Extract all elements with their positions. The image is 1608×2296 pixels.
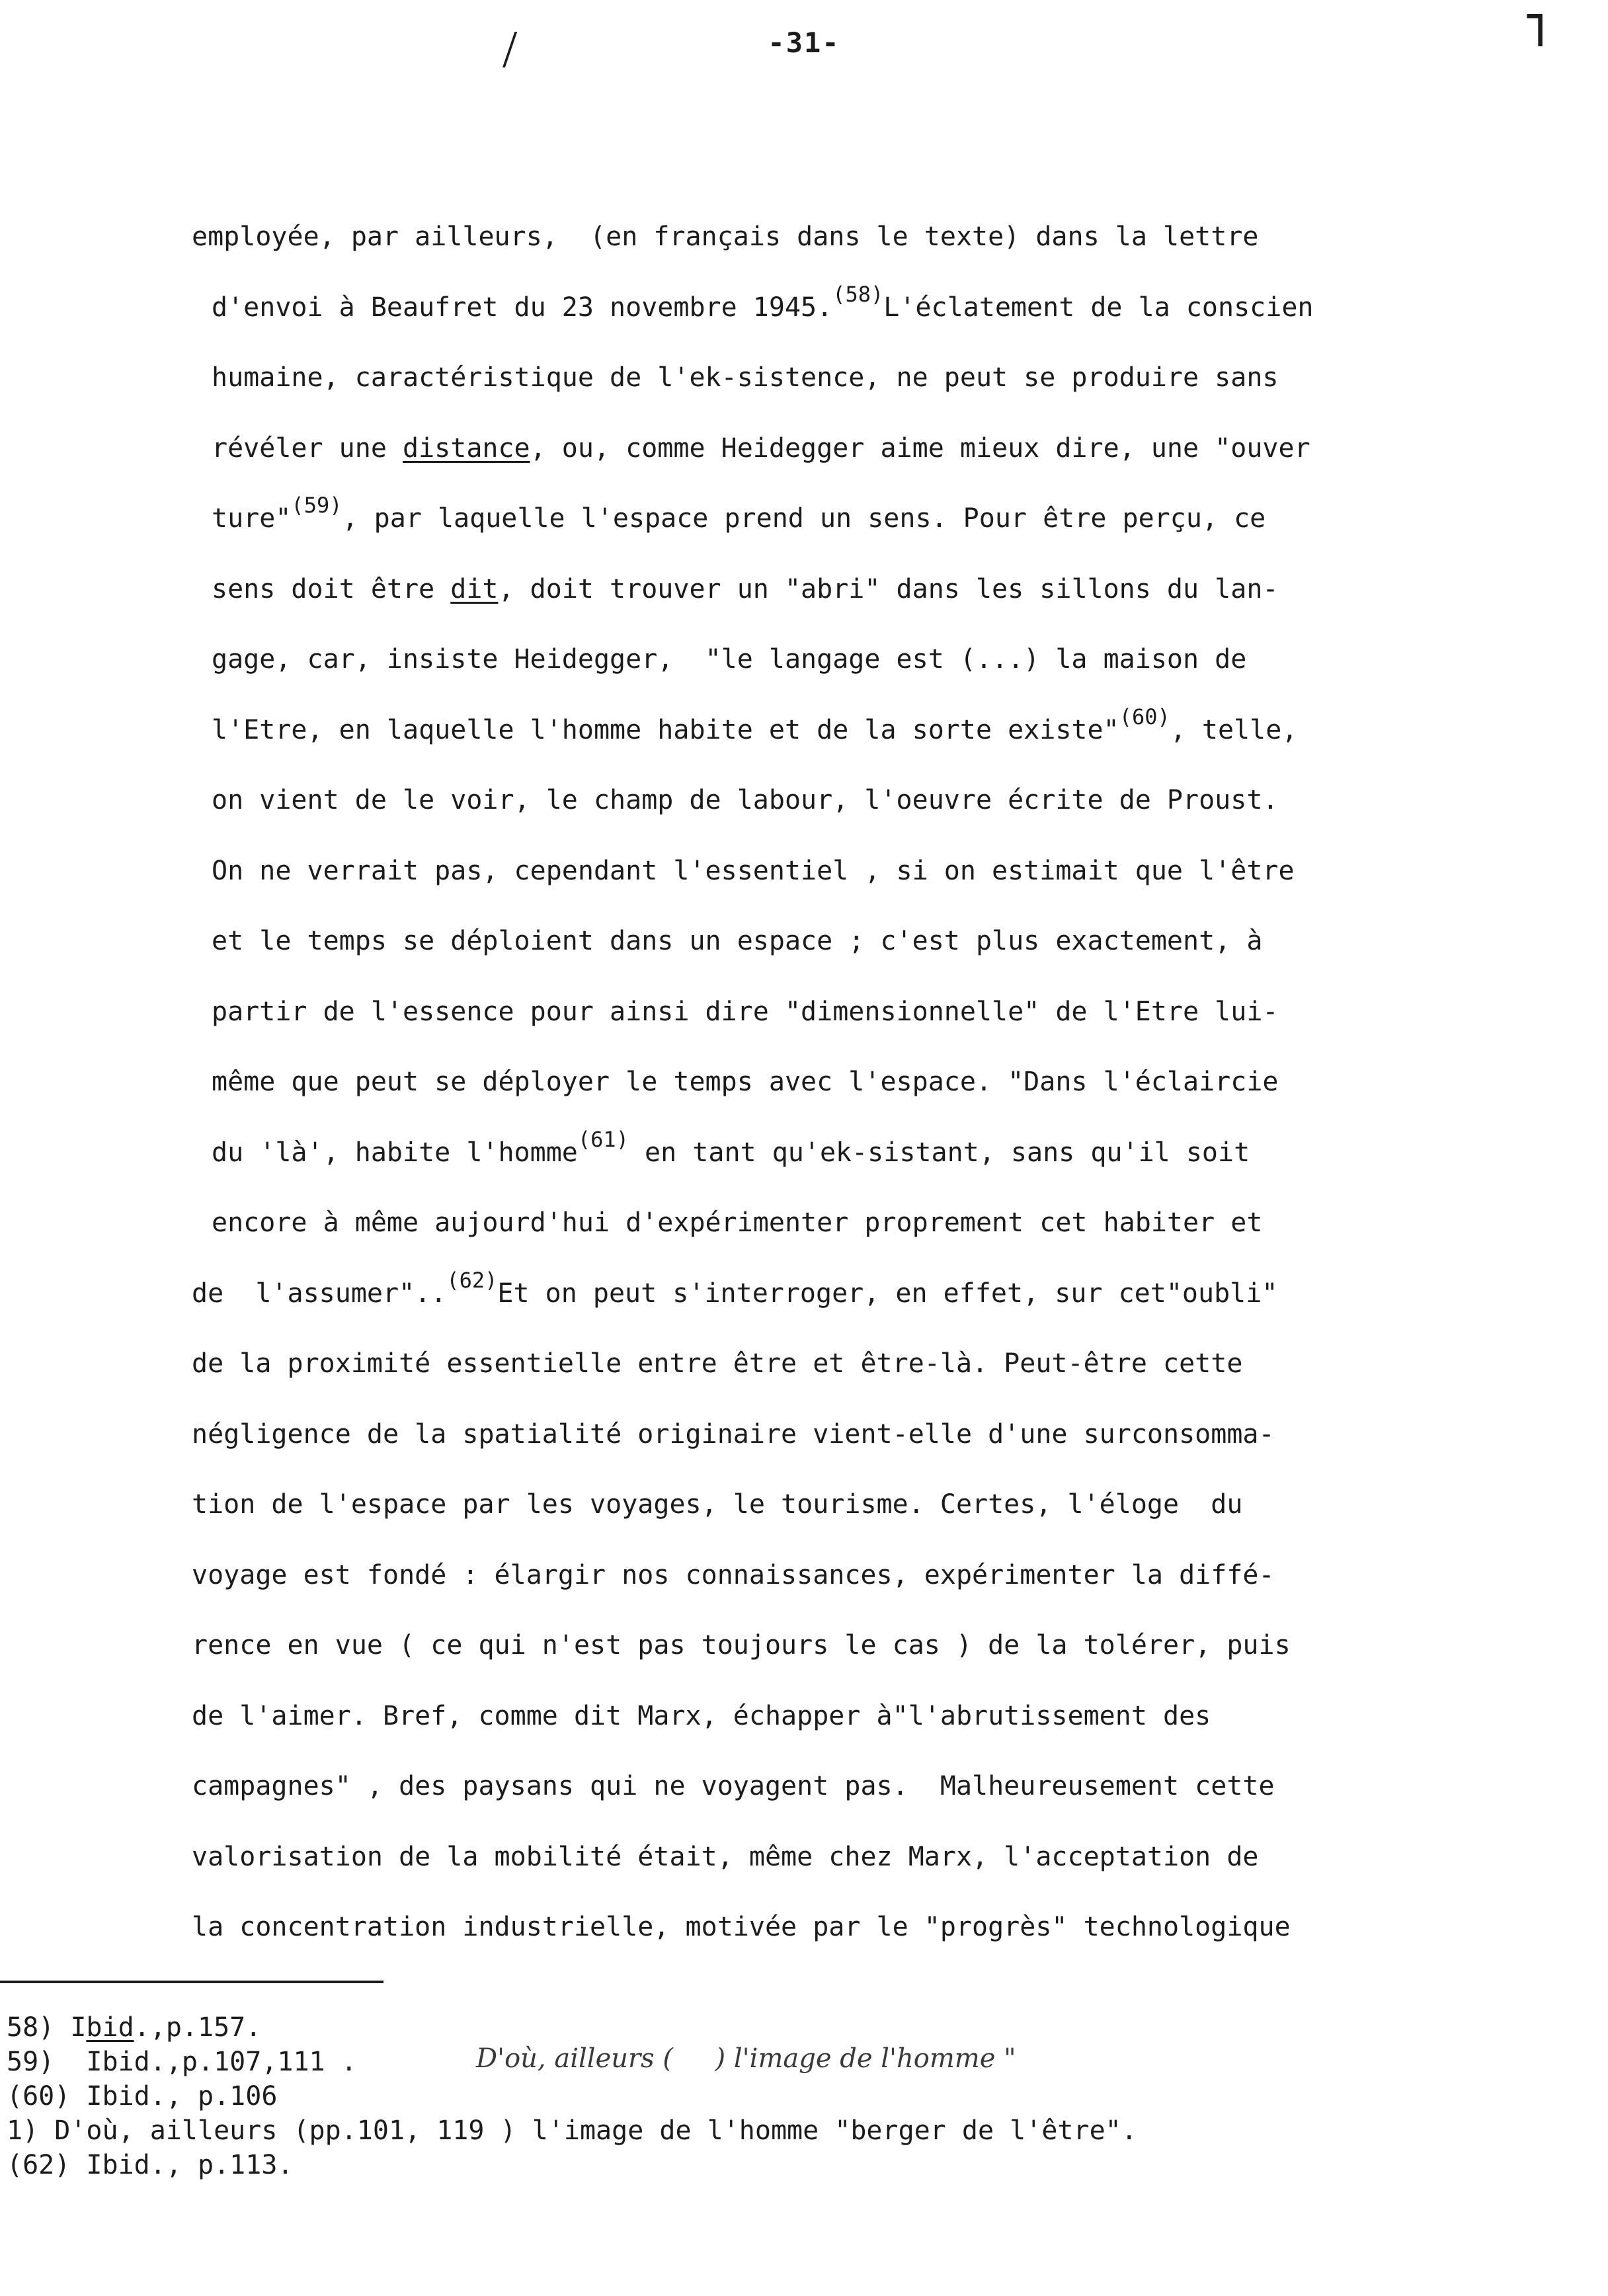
body-pre: même que peut se déployer le temps avec l'espace. "Dans l'éclaircie	[212, 1067, 1279, 1097]
body-line	[192, 1047, 1580, 1118]
body-pre: On ne verrait pas, cependant l'essentiel , si on estimait que l'être	[212, 855, 1295, 886]
body-pre: rence en vue ( ce qui n'est pas toujours le cas ) de la tolérer, puis	[192, 1630, 1291, 1660]
body-line	[192, 624, 1580, 695]
body-tail: , par laquelle l'espace prend un sens. Pour être perçu, ce	[342, 503, 1266, 534]
footnote-line	[7, 2113, 1527, 2148]
body-pre: d'envoi à Beaufret du 23 novembre 1945.	[212, 292, 833, 323]
margin-slash-mark: /	[502, 20, 518, 79]
body-pre: on vient de le voir, le champ de labour, l'oeuvre écrite de Proust.	[212, 785, 1279, 815]
body-pre: humaine, caractéristique de l'ek-sistence, ne peut se produire sans	[212, 362, 1279, 393]
body-line	[192, 1118, 1580, 1188]
body-line	[192, 554, 1580, 625]
body-post: , doit trouver un "abri" dans les sillons du lan-	[498, 573, 1279, 604]
body-line	[192, 1751, 1580, 1822]
footnote-u: bid	[86, 2012, 134, 2043]
body-pre: campagnes" , des paysans qui ne voyagent pas. Malheureusement cette	[192, 1771, 1275, 1801]
body-pre: de l'aimer. Bref, comme dit Marx, échapper à"l'abrutissement des	[192, 1700, 1211, 1731]
body-pre: négligence de la spatialité originaire vient-elle d'une surconsomma-	[192, 1418, 1275, 1450]
footnote-pre: 59) Ibid.,p.107,111 .	[7, 2047, 357, 2077]
body-u: distance	[402, 432, 530, 464]
body-pre: sens doit être	[212, 573, 451, 604]
footnote-line	[7, 2010, 1527, 2045]
body-tail: en tant qu'ek-sistant, sans qu'il soit	[628, 1137, 1250, 1168]
footnote-line	[7, 2148, 1527, 2182]
body-tail: Et on peut s'interroger, en effet, sur cet"oubli"	[497, 1278, 1278, 1309]
margin-corner-mark: ˥	[1521, 3, 1549, 58]
footnote-post: .,p.157.	[134, 2012, 262, 2043]
body-pre: encore à même aujourd'hui d'expérimenter proprement cet habiter et	[212, 1208, 1263, 1238]
body-pre: l'Etre, en laquelle l'homme habite et de la sorte existe"	[212, 714, 1119, 745]
body-line	[192, 1469, 1580, 1540]
body-line	[192, 906, 1580, 977]
body-line	[192, 836, 1580, 907]
page-number: -31-	[768, 26, 840, 59]
body-line	[192, 1188, 1580, 1258]
body-pre: et le temps se déploient dans un espace ; c'est plus exactement, à	[212, 926, 1263, 956]
body-sup: (60)	[1119, 704, 1170, 729]
footnote-line	[7, 2079, 1527, 2113]
body-line	[192, 1399, 1580, 1470]
body-pre: de l'assumer"..	[192, 1278, 447, 1309]
body-line	[192, 977, 1580, 1047]
body-pre: voyage est fondé : élargir nos connaissances, expérimenter la diffé-	[192, 1559, 1275, 1590]
body-pre: du 'là', habite l'homme	[212, 1137, 578, 1168]
body-line	[192, 1540, 1580, 1611]
body-sup: (62)	[446, 1267, 498, 1293]
body-sup: (61)	[577, 1126, 629, 1152]
body-pre: valorisation de la mobilité était, même chez Marx, l'acceptation de	[192, 1841, 1259, 1872]
body-post: , ou, comme Heidegger aime mieux dire, une "ouver	[530, 432, 1310, 464]
body-pre: employée, par ailleurs, (en français dans le texte) dans la lettre	[192, 222, 1259, 252]
body-line	[192, 1610, 1580, 1681]
body-u: dit	[450, 573, 499, 604]
body-line	[192, 695, 1580, 766]
footnote-pre: 1) D'où, ailleurs (pp.101, 119 ) l'image de l'homme "berger de l'être".	[7, 2115, 1137, 2146]
body-text	[192, 202, 1580, 1963]
body-line	[192, 1681, 1580, 1752]
body-line	[192, 343, 1580, 413]
body-line	[192, 765, 1580, 836]
body-sup: (58)	[832, 281, 884, 307]
body-line	[192, 413, 1580, 484]
body-pre: révéler une	[212, 432, 403, 464]
footnote-separator	[0, 1981, 383, 1983]
body-line	[192, 1822, 1580, 1893]
body-pre: partir de l'essence pour ainsi dire "dimensionnelle" de l'Etre lui-	[212, 996, 1279, 1027]
body-pre: de la proximité essentielle entre être et être-là. Peut-être cette	[192, 1348, 1243, 1379]
body-tail: L'éclatement de la conscien	[883, 292, 1314, 323]
body-pre: ture"	[212, 503, 292, 534]
handwritten-annotation: D'où, ailleurs ( ) l'image de l'homme "	[476, 2043, 1016, 2074]
body-pre: gage, car, insiste Heidegger, "le langage est (...) la maison de	[212, 644, 1247, 675]
footnote-pre: (62) Ibid., p.113.	[7, 2150, 294, 2180]
body-line	[192, 1892, 1580, 1963]
body-line	[192, 202, 1580, 272]
body-pre: la concentration industrielle, motivée par le "progrès" technologique	[192, 1912, 1291, 1942]
body-tail: , telle,	[1170, 714, 1298, 745]
footnote-pre: 58) I	[7, 2012, 87, 2043]
body-sup: (59)	[291, 493, 342, 518]
body-line	[192, 1329, 1580, 1399]
footnote-pre: (60) Ibid., p.106	[7, 2081, 278, 2112]
body-line	[192, 483, 1580, 554]
body-pre: tion de l'espace par les voyages, le tourisme. Certes, l'éloge du	[192, 1489, 1243, 1520]
body-line	[192, 1258, 1580, 1329]
body-line	[192, 272, 1580, 343]
footnotes	[7, 2010, 1527, 2182]
